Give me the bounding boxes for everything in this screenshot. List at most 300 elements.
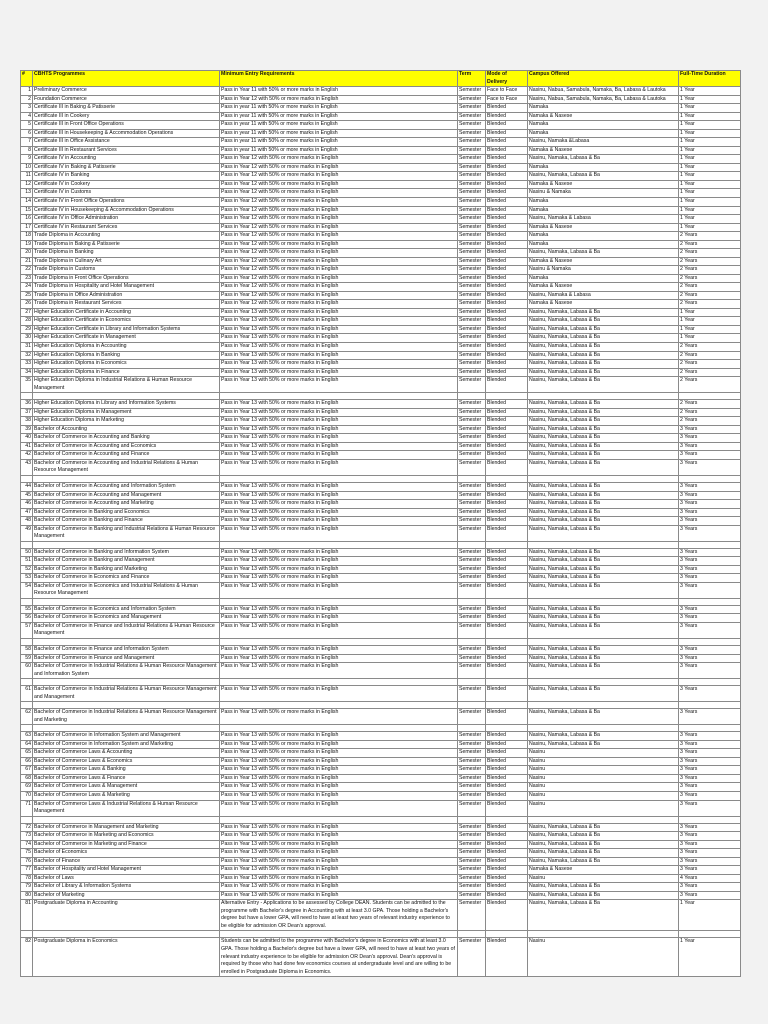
cell-duration: 3 Years bbox=[679, 565, 741, 574]
cell-entry-requirements: Pass in Year 12 with 50% or more marks in English bbox=[220, 240, 458, 249]
cell-programme: Higher Education Certificate in Accounting bbox=[33, 308, 220, 317]
empty-cell bbox=[679, 679, 741, 686]
cell-campus-offered: Namaka bbox=[528, 121, 679, 130]
cell-programme: Trade Diploma in Customs bbox=[33, 266, 220, 275]
cell-num: 70 bbox=[21, 791, 33, 800]
cell-mode-of-delivery: Blended bbox=[486, 300, 528, 309]
cell-campus-offered: Nasinu, Namaka, Labasa & Ba bbox=[528, 417, 679, 426]
cell-programme: Bachelor of Commerce in Economics and Industrial Relations & Human Resource Management bbox=[33, 582, 220, 598]
cell-duration: 3 Years bbox=[679, 459, 741, 475]
cell-term: Semester bbox=[458, 104, 486, 113]
cell-mode-of-delivery: Blended bbox=[486, 622, 528, 638]
cell-entry-requirements: Pass in Year 13 with 50% or more marks in English bbox=[220, 757, 458, 766]
cell-campus-offered: Nasinu bbox=[528, 874, 679, 883]
cell-duration: 3 Years bbox=[679, 732, 741, 741]
table-row bbox=[21, 240, 741, 249]
cell-mode-of-delivery: Blended bbox=[486, 425, 528, 434]
table-row bbox=[21, 866, 741, 875]
cell-entry-requirements: Pass in Year 13 with 50% or more marks in English bbox=[220, 605, 458, 614]
cell-num: 53 bbox=[21, 574, 33, 583]
empty-cell bbox=[486, 725, 528, 732]
cell-num: 6 bbox=[21, 129, 33, 138]
empty-cell bbox=[528, 598, 679, 605]
table-row bbox=[21, 774, 741, 783]
cell-programme: Certificate IV in Restaurant Services bbox=[33, 223, 220, 232]
cell-num: 66 bbox=[21, 757, 33, 766]
cell-num: 24 bbox=[21, 283, 33, 292]
cell-term: Semester bbox=[458, 757, 486, 766]
cell-term: Semester bbox=[458, 548, 486, 557]
cell-campus-offered: Namaka bbox=[528, 274, 679, 283]
table-row bbox=[21, 686, 741, 702]
cell-entry-requirements: Pass in Year 13 with 50% or more marks in English bbox=[220, 377, 458, 393]
cell-mode-of-delivery: Blended bbox=[486, 491, 528, 500]
table-row bbox=[21, 783, 741, 792]
cell-term: Semester bbox=[458, 840, 486, 849]
cell-entry-requirements: Pass in Year 13 with 50% or more marks in English bbox=[220, 732, 458, 741]
cell-duration: 3 Years bbox=[679, 749, 741, 758]
cell-num: 23 bbox=[21, 274, 33, 283]
cell-programme: Certificate III in Housekeeping & Accommodation Operations bbox=[33, 129, 220, 138]
cell-programme: Trade Diploma in Hospitality and Hotel Management bbox=[33, 283, 220, 292]
header-term: Term bbox=[458, 71, 486, 87]
cell-mode-of-delivery: Blended bbox=[486, 605, 528, 614]
cell-term: Semester bbox=[458, 832, 486, 841]
cell-entry-requirements: Pass in Year 13 with 50% or more marks in English bbox=[220, 709, 458, 725]
cell-campus-offered: Namaka bbox=[528, 163, 679, 172]
empty-cell bbox=[21, 725, 33, 732]
empty-cell bbox=[458, 475, 486, 482]
cell-campus-offered: Nasinu bbox=[528, 749, 679, 758]
cell-programme: Bachelor of Commerce Laws & Management bbox=[33, 783, 220, 792]
cell-num: 76 bbox=[21, 857, 33, 866]
cell-programme: Higher Education Certificate in Library and Information Systems bbox=[33, 325, 220, 334]
cell-num: 27 bbox=[21, 308, 33, 317]
cell-entry-requirements: Pass in Year 13 with 50% or more marks in English bbox=[220, 351, 458, 360]
cell-campus-offered: Namaka bbox=[528, 206, 679, 215]
cell-programme: Bachelor of Commerce in Economics and Finance bbox=[33, 574, 220, 583]
cell-term: Semester bbox=[458, 508, 486, 517]
spacer-row bbox=[21, 725, 741, 732]
empty-cell bbox=[528, 679, 679, 686]
cell-num: 35 bbox=[21, 377, 33, 393]
cell-campus-offered: Nasinu, Namaka, Labasa & Ba bbox=[528, 614, 679, 623]
cell-mode-of-delivery: Blended bbox=[486, 663, 528, 679]
table-row bbox=[21, 377, 741, 393]
cell-programme: Bachelor of Commerce Laws & Marketing bbox=[33, 791, 220, 800]
cell-term: Semester bbox=[458, 146, 486, 155]
cell-campus-offered: Nasinu, Nabua, Samabula, Namaka, Ba, Labasa & Lautoka bbox=[528, 95, 679, 104]
cell-duration: 3 Years bbox=[679, 482, 741, 491]
cell-entry-requirements: Pass in Year 12 with 50% or more marks in English bbox=[220, 300, 458, 309]
empty-cell bbox=[458, 598, 486, 605]
cell-num: 41 bbox=[21, 442, 33, 451]
cell-campus-offered: Namaka & Nasese bbox=[528, 300, 679, 309]
cell-duration: 2 Years bbox=[679, 249, 741, 258]
empty-cell bbox=[21, 679, 33, 686]
table-row bbox=[21, 408, 741, 417]
spacer-row bbox=[21, 541, 741, 548]
cell-num: 51 bbox=[21, 557, 33, 566]
cell-duration: 1 Year bbox=[679, 334, 741, 343]
cell-campus-offered: Nasinu, Namaka, Labasa & Ba bbox=[528, 823, 679, 832]
cell-duration: 3 Years bbox=[679, 823, 741, 832]
cell-duration: 3 Years bbox=[679, 654, 741, 663]
spacer-row bbox=[21, 475, 741, 482]
cell-num: 21 bbox=[21, 257, 33, 266]
table-row bbox=[21, 343, 741, 352]
cell-term: Semester bbox=[458, 417, 486, 426]
cell-entry-requirements: Pass in year 11 with 50% or more marks in English bbox=[220, 104, 458, 113]
empty-cell bbox=[528, 725, 679, 732]
cell-num: 57 bbox=[21, 622, 33, 638]
cell-entry-requirements: Pass in Year 12 with 50% or more marks in English bbox=[220, 249, 458, 258]
cell-programme: Bachelor of Commerce in Accounting and Industrial Relations & Human Resource Management bbox=[33, 459, 220, 475]
cell-entry-requirements: Pass in Year 13 with 50% or more marks in English bbox=[220, 308, 458, 317]
empty-cell bbox=[528, 816, 679, 823]
table-row bbox=[21, 709, 741, 725]
table-row bbox=[21, 146, 741, 155]
cell-num: 13 bbox=[21, 189, 33, 198]
cell-entry-requirements: Pass in Year 12 with 50% or more marks in English bbox=[220, 266, 458, 275]
cell-campus-offered: Nasinu, Namaka, Labasa & Ba bbox=[528, 368, 679, 377]
cell-campus-offered: Namaka bbox=[528, 240, 679, 249]
cell-programme: Bachelor of Commerce in Accounting and Finance bbox=[33, 451, 220, 460]
empty-cell bbox=[458, 679, 486, 686]
cell-campus-offered: Nasinu, Namaka, Labasa & Ba bbox=[528, 360, 679, 369]
cell-term: Semester bbox=[458, 500, 486, 509]
cell-term: Semester bbox=[458, 223, 486, 232]
cell-programme: Trade Diploma in Office Administration bbox=[33, 291, 220, 300]
cell-entry-requirements: Pass in Year 12 with 50% or more marks in English bbox=[220, 197, 458, 206]
cell-programme: Higher Education Diploma in Economics bbox=[33, 360, 220, 369]
cell-duration: 1 Year bbox=[679, 938, 741, 977]
empty-cell bbox=[679, 639, 741, 646]
cell-entry-requirements: Pass in Year 13 with 50% or more marks in English bbox=[220, 557, 458, 566]
cell-num: 33 bbox=[21, 360, 33, 369]
cell-num: 16 bbox=[21, 215, 33, 224]
table-row bbox=[21, 654, 741, 663]
table-row bbox=[21, 800, 741, 816]
cell-mode-of-delivery: Blended bbox=[486, 508, 528, 517]
table-row bbox=[21, 189, 741, 198]
empty-cell bbox=[220, 598, 458, 605]
empty-cell bbox=[486, 679, 528, 686]
cell-mode-of-delivery: Blended bbox=[486, 548, 528, 557]
cell-programme: Bachelor of Commerce in Management and Marketing bbox=[33, 823, 220, 832]
cell-programme: Bachelor of Commerce Laws & Accounting bbox=[33, 749, 220, 758]
cell-programme: Bachelor of Economics bbox=[33, 849, 220, 858]
cell-term: Semester bbox=[458, 308, 486, 317]
cell-mode-of-delivery: Blended bbox=[486, 180, 528, 189]
cell-entry-requirements: Pass in Year 12 with 50% or more marks in English bbox=[220, 180, 458, 189]
table-row bbox=[21, 482, 741, 491]
cell-num: 14 bbox=[21, 197, 33, 206]
cell-duration: 2 Years bbox=[679, 257, 741, 266]
table-row bbox=[21, 459, 741, 475]
empty-cell bbox=[679, 725, 741, 732]
empty-cell bbox=[220, 702, 458, 709]
cell-programme: Trade Diploma in Culinary Art bbox=[33, 257, 220, 266]
cell-term: Semester bbox=[458, 360, 486, 369]
cell-duration: 3 Years bbox=[679, 557, 741, 566]
cell-term: Semester bbox=[458, 774, 486, 783]
cell-mode-of-delivery: Blended bbox=[486, 646, 528, 655]
cell-programme: Certificate IV in Banking bbox=[33, 172, 220, 181]
cell-num: 20 bbox=[21, 249, 33, 258]
header-entry-requirements: Minimum Entry Requirements bbox=[220, 71, 458, 87]
table-row bbox=[21, 180, 741, 189]
cell-programme: Higher Education Diploma in Marketing bbox=[33, 417, 220, 426]
table-row bbox=[21, 400, 741, 409]
cell-term: Semester bbox=[458, 206, 486, 215]
cell-num: 63 bbox=[21, 732, 33, 741]
cell-num: 30 bbox=[21, 334, 33, 343]
cell-campus-offered: Namaka & Nasese bbox=[528, 146, 679, 155]
cell-num: 12 bbox=[21, 180, 33, 189]
cell-mode-of-delivery: Blended bbox=[486, 368, 528, 377]
cell-entry-requirements: Pass in Year 12 with 50% or more marks in English bbox=[220, 206, 458, 215]
cell-num: 82 bbox=[21, 938, 33, 977]
cell-mode-of-delivery: Blended bbox=[486, 774, 528, 783]
spacer-row bbox=[21, 679, 741, 686]
cell-entry-requirements: Pass in Year 13 with 50% or more marks in English bbox=[220, 832, 458, 841]
cell-mode-of-delivery: Blended bbox=[486, 442, 528, 451]
cell-num: 34 bbox=[21, 368, 33, 377]
cell-entry-requirements: Pass in Year 13 with 50% or more marks in English bbox=[220, 343, 458, 352]
cell-duration: 2 Years bbox=[679, 360, 741, 369]
cell-campus-offered: Namaka & Nasese bbox=[528, 180, 679, 189]
table-row bbox=[21, 663, 741, 679]
spacer-row bbox=[21, 816, 741, 823]
cell-programme: Bachelor of Commerce in Banking and Economics bbox=[33, 508, 220, 517]
cell-term: Semester bbox=[458, 172, 486, 181]
cell-num: 8 bbox=[21, 146, 33, 155]
cell-entry-requirements: Pass in Year 13 with 50% or more marks in English bbox=[220, 749, 458, 758]
cell-mode-of-delivery: Blended bbox=[486, 317, 528, 326]
empty-cell bbox=[679, 541, 741, 548]
cell-programme: Bachelor of Commerce in Finance and Information System bbox=[33, 646, 220, 655]
cell-programme: Higher Education Diploma in Library and Information Systems bbox=[33, 400, 220, 409]
cell-entry-requirements: Pass in Year 13 with 50% or more marks in English bbox=[220, 508, 458, 517]
cell-mode-of-delivery: Blended bbox=[486, 832, 528, 841]
empty-cell bbox=[679, 702, 741, 709]
cell-num: 58 bbox=[21, 646, 33, 655]
cell-programme: Certificate IV in Cookery bbox=[33, 180, 220, 189]
cell-num: 10 bbox=[21, 163, 33, 172]
cell-term: Semester bbox=[458, 434, 486, 443]
cell-term: Semester bbox=[458, 351, 486, 360]
empty-cell bbox=[220, 679, 458, 686]
cell-term: Semester bbox=[458, 709, 486, 725]
cell-duration: 1 Year bbox=[679, 223, 741, 232]
table-row bbox=[21, 308, 741, 317]
cell-term: Semester bbox=[458, 783, 486, 792]
cell-campus-offered: Nasinu, Namaka & Labasa bbox=[528, 215, 679, 224]
cell-entry-requirements: Pass in Year 13 with 50% or more marks in English bbox=[220, 891, 458, 900]
cell-mode-of-delivery: Blended bbox=[486, 883, 528, 892]
empty-cell bbox=[679, 598, 741, 605]
empty-cell bbox=[679, 816, 741, 823]
cell-programme: Higher Education Diploma in Finance bbox=[33, 368, 220, 377]
cell-programme: Bachelor of Commerce Laws & Finance bbox=[33, 774, 220, 783]
table-row bbox=[21, 360, 741, 369]
cell-term: Semester bbox=[458, 197, 486, 206]
table-row bbox=[21, 442, 741, 451]
cell-duration: 2 Years bbox=[679, 408, 741, 417]
cell-campus-offered: Nasinu, Namaka, Labasa & Ba bbox=[528, 249, 679, 258]
cell-num: 71 bbox=[21, 800, 33, 816]
cell-term: Semester bbox=[458, 317, 486, 326]
cell-num: 56 bbox=[21, 614, 33, 623]
cell-duration: 1 Year bbox=[679, 172, 741, 181]
cell-entry-requirements: Pass in Year 13 with 50% or more marks in English bbox=[220, 614, 458, 623]
cell-term: Semester bbox=[458, 240, 486, 249]
cell-campus-offered: Nasinu, Namaka, Labasa & Ba bbox=[528, 482, 679, 491]
cell-num: 4 bbox=[21, 112, 33, 121]
cell-num: 9 bbox=[21, 155, 33, 164]
cell-programme: Bachelor of Commerce in Accounting and Economics bbox=[33, 442, 220, 451]
cell-term: Semester bbox=[458, 408, 486, 417]
cell-campus-offered: Nasinu, Namaka, Labasa & Ba bbox=[528, 622, 679, 638]
table-row bbox=[21, 257, 741, 266]
cell-duration: 3 Years bbox=[679, 442, 741, 451]
cell-mode-of-delivery: Blended bbox=[486, 172, 528, 181]
cell-mode-of-delivery: Blended bbox=[486, 400, 528, 409]
cell-entry-requirements: Pass in Year 12 with 50% or more marks in English bbox=[220, 257, 458, 266]
table-row bbox=[21, 614, 741, 623]
cell-num: 37 bbox=[21, 408, 33, 417]
table-row bbox=[21, 732, 741, 741]
cell-programme: Postgraduate Diploma in Economics bbox=[33, 938, 220, 977]
cell-num: 48 bbox=[21, 517, 33, 526]
cell-programme: Trade Diploma in Accounting bbox=[33, 232, 220, 241]
cell-num: 54 bbox=[21, 582, 33, 598]
cell-duration: 3 Years bbox=[679, 425, 741, 434]
cell-entry-requirements: Pass in Year 13 with 50% or more marks in English bbox=[220, 434, 458, 443]
cell-campus-offered: Nasinu, Namaka, Labasa & Ba bbox=[528, 172, 679, 181]
cell-mode-of-delivery: Blended bbox=[486, 240, 528, 249]
cell-mode-of-delivery: Blended bbox=[486, 146, 528, 155]
cell-entry-requirements: Pass in Year 13 with 50% or more marks in English bbox=[220, 646, 458, 655]
table-row bbox=[21, 197, 741, 206]
cell-term: Semester bbox=[458, 368, 486, 377]
empty-cell bbox=[486, 702, 528, 709]
table-row bbox=[21, 215, 741, 224]
cell-programme: Bachelor of Commerce Laws & Industrial Relations & Human Resource Management bbox=[33, 800, 220, 816]
cell-programme: Bachelor of Commerce in Accounting and Marketing bbox=[33, 500, 220, 509]
cell-term: Semester bbox=[458, 800, 486, 816]
cell-num: 75 bbox=[21, 849, 33, 858]
cell-campus-offered: Nasinu, Namaka, Labasa & Ba bbox=[528, 334, 679, 343]
cell-campus-offered: Nasinu bbox=[528, 766, 679, 775]
cell-duration: 1 Year bbox=[679, 87, 741, 96]
empty-cell bbox=[528, 475, 679, 482]
cell-num: 52 bbox=[21, 565, 33, 574]
cell-duration: 3 Years bbox=[679, 840, 741, 849]
empty-cell bbox=[679, 393, 741, 400]
cell-mode-of-delivery: Blended bbox=[486, 565, 528, 574]
cell-campus-offered: Nasinu, Namaka, Labasa & Ba bbox=[528, 686, 679, 702]
cell-campus-offered: Nasinu, Namaka, Labasa & Ba bbox=[528, 400, 679, 409]
cell-entry-requirements: Pass in Year 12 with 50% or more marks in English bbox=[220, 163, 458, 172]
cell-entry-requirements: Pass in Year 13 with 50% or more marks in English bbox=[220, 783, 458, 792]
cell-num: 39 bbox=[21, 425, 33, 434]
cell-programme: Trade Diploma in Front Office Operations bbox=[33, 274, 220, 283]
cell-mode-of-delivery: Blended bbox=[486, 574, 528, 583]
cell-campus-offered: Namaka & Nasese bbox=[528, 866, 679, 875]
cell-mode-of-delivery: Blended bbox=[486, 766, 528, 775]
cell-term: Semester bbox=[458, 766, 486, 775]
cell-num: 77 bbox=[21, 866, 33, 875]
cell-entry-requirements: Pass in Year 12 with 50% or more marks in English bbox=[220, 189, 458, 198]
cell-num: 42 bbox=[21, 451, 33, 460]
cell-mode-of-delivery: Blended bbox=[486, 791, 528, 800]
cell-mode-of-delivery: Blended bbox=[486, 257, 528, 266]
cell-entry-requirements: Pass in Year 13 with 50% or more marks in English bbox=[220, 417, 458, 426]
empty-cell bbox=[33, 816, 220, 823]
cell-campus-offered: Nasinu, Namaka, Labasa & Ba bbox=[528, 857, 679, 866]
cell-mode-of-delivery: Blended bbox=[486, 223, 528, 232]
cell-entry-requirements: Pass in Year 13 with 50% or more marks in English bbox=[220, 517, 458, 526]
cell-mode-of-delivery: Blended bbox=[486, 557, 528, 566]
table-row bbox=[21, 757, 741, 766]
cell-campus-offered: Nasinu, Namaka, Labasa & Ba bbox=[528, 434, 679, 443]
cell-campus-offered: Nasinu, Namaka, Labasa & Ba bbox=[528, 654, 679, 663]
cell-term: Semester bbox=[458, 274, 486, 283]
cell-duration: 3 Years bbox=[679, 891, 741, 900]
cell-campus-offered: Namaka bbox=[528, 129, 679, 138]
cell-term: Semester bbox=[458, 517, 486, 526]
cell-entry-requirements: Pass in Year 12 with 50% or more marks in English bbox=[220, 215, 458, 224]
table-row bbox=[21, 891, 741, 900]
programmes-table bbox=[20, 70, 741, 977]
cell-programme: Higher Education Diploma in Accounting bbox=[33, 343, 220, 352]
cell-term: Semester bbox=[458, 622, 486, 638]
cell-num: 74 bbox=[21, 840, 33, 849]
cell-duration: 2 Years bbox=[679, 417, 741, 426]
cell-entry-requirements: Pass in Year 13 with 50% or more marks in English bbox=[220, 866, 458, 875]
cell-num: 40 bbox=[21, 434, 33, 443]
cell-campus-offered: Nasinu, Namaka, Labasa & Ba bbox=[528, 155, 679, 164]
cell-term: Semester bbox=[458, 654, 486, 663]
table-row bbox=[21, 223, 741, 232]
cell-campus-offered: Namaka & Nasese bbox=[528, 257, 679, 266]
cell-mode-of-delivery: Blended bbox=[486, 163, 528, 172]
cell-entry-requirements: Pass in Year 12 with 50% or more marks in English bbox=[220, 95, 458, 104]
cell-programme: Bachelor of Commerce in Accounting and Banking bbox=[33, 434, 220, 443]
cell-entry-requirements: Pass in Year 12 with 50% or more marks in English bbox=[220, 155, 458, 164]
cell-term: Semester bbox=[458, 283, 486, 292]
header-mode-of-delivery: Mode of Delivery bbox=[486, 71, 528, 87]
cell-campus-offered: Nasinu, Nabua, Samabula, Namaka, Ba, Labasa & Lautoka bbox=[528, 87, 679, 96]
empty-cell bbox=[21, 475, 33, 482]
cell-programme: Postgraduate Diploma in Accounting bbox=[33, 900, 220, 931]
cell-term: Semester bbox=[458, 138, 486, 147]
empty-cell bbox=[528, 541, 679, 548]
cell-programme: Bachelor of Commerce in Marketing and Finance bbox=[33, 840, 220, 849]
empty-cell bbox=[220, 931, 458, 938]
cell-num: 25 bbox=[21, 291, 33, 300]
cell-campus-offered: Nasinu, Namaka, Labasa & Ba bbox=[528, 317, 679, 326]
cell-entry-requirements: Pass in Year 13 with 50% or more marks in English bbox=[220, 548, 458, 557]
cell-campus-offered: Nasinu, Namaka, Labasa & Ba bbox=[528, 840, 679, 849]
cell-entry-requirements: Pass in Year 13 with 50% or more marks in English bbox=[220, 663, 458, 679]
cell-campus-offered: Nasinu, Namaka, Labasa & Ba bbox=[528, 548, 679, 557]
cell-mode-of-delivery: Blended bbox=[486, 189, 528, 198]
cell-entry-requirements: Pass in Year 13 with 50% or more marks in English bbox=[220, 451, 458, 460]
cell-programme: Bachelor of Commerce in Industrial Relations & Human Resource Management and Information System bbox=[33, 663, 220, 679]
